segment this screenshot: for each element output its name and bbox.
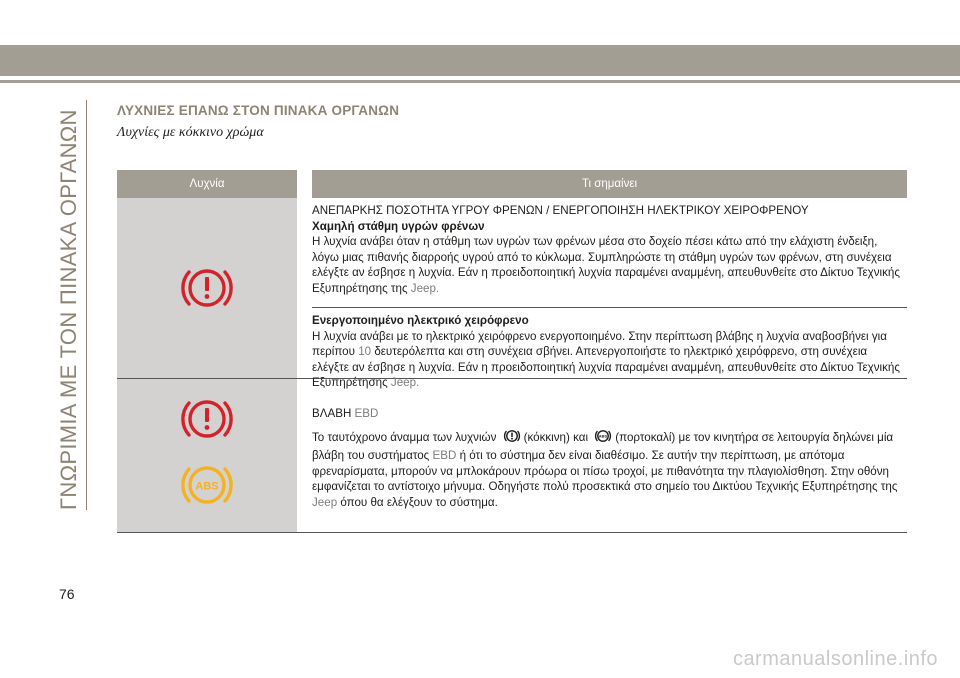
abs-icon-label: ABS [599, 433, 608, 439]
ebd-label: EBD [432, 449, 457, 463]
block-text-body: Η λυχνία ανάβει με το ηλεκτρικό χειρόφρενο ενεργοποιημένο. Στην περίπτωση βλάβης η λυχνία αναβοσβήνει για περίπου [312, 329, 887, 359]
block-text [312, 234, 907, 296]
cell-gap [297, 379, 312, 532]
block-text-body: Η λυχνία ανάβει όταν η στάθμη των υγρών των φρένων μέσα στο δοχείο πέσει κάτω από την ελάχιστη ένδειξη, λόγω μιας πιθανής διαρροής υγρού από το κύκλωμα. Συμπληρώστε τη στάθμη υγρών των φρένων, στη συνέχεια ελέγξτε αν έσβησε η λυχνία. Εάν η προειδοποιητική λυχνία παραμένει αναμμένη, απευθυνθείτε στο Δίκτυο Τεχνικής Εξυπηρέτησης της [312, 235, 900, 295]
block-text-body: (κόκκινη) και [523, 430, 589, 444]
abs-icon-label: ABS [195, 480, 219, 493]
lamp-cell [117, 379, 297, 532]
side-chapter-title: ΓΝΩΡΙΜΙΑ ΜΕ ΤΟΝ ΠΙΝΑΚΑ ΟΡΓΑΝΩΝ [56, 109, 81, 510]
brake-warning-icon [177, 393, 237, 450]
abs-warning-icon [593, 428, 613, 449]
heading-text: ΒΛΑΒΗ [312, 407, 355, 420]
block-heading: ΑΝΕΠΑΡΚΗΣ ΠΟΣΟΤΗΤΑ ΥΓΡΟΥ ΦΡΕΝΩΝ / ΕΝΕΡΓΟΠΟΙΗΣΗ ΗΛΕΚΤΡΙΚΟΥ ΧΕΙΡΟΦΡΕΝΟΥ [312, 204, 809, 217]
top-decor-line [0, 80, 960, 83]
abs-warning-icon [177, 459, 237, 516]
top-decor-bar [0, 45, 960, 76]
block-text [312, 428, 907, 511]
meaning-cell [312, 379, 907, 532]
watermark: carmanualsonline.info [732, 648, 938, 670]
lamp-cell [117, 198, 297, 378]
brand-name: Jeep [312, 495, 338, 509]
block-heading [312, 406, 907, 422]
header-separator [297, 170, 312, 198]
cell-gap [297, 198, 312, 378]
block-subheading: Χαμηλή στάθμη υγρών φρένων [312, 219, 485, 233]
page-number: 76 [59, 586, 75, 602]
fluid-level-block [312, 203, 907, 303]
table-row [117, 198, 907, 390]
side-divider [86, 100, 87, 510]
section-title: ΛΥΧΝΙΕΣ ΕΠΑΝΩ ΣΤΟΝ ΠΙΝΑΚΑ ΟΡΓΑΝΩΝ [117, 103, 400, 118]
block-text-body: όπου θα ελέγξουν το σύστημα. [337, 495, 498, 509]
meaning-cell [312, 198, 907, 390]
section-subtitle: Λυχνίες με κόκκινο χρώμα [117, 125, 264, 140]
brand-name: Jeep. [390, 376, 420, 390]
block-text-body: Το ταυτόχρονο άναμμα των λυχνιών [312, 430, 497, 444]
seconds-value: 10 [358, 345, 372, 359]
table-header [117, 170, 907, 198]
brand-name: Jeep. [410, 281, 440, 295]
header-meaning: Τι σημαίνει [581, 178, 638, 190]
brake-warning-icon [502, 428, 522, 449]
brake-warning-icon [177, 262, 237, 319]
ebd-label: EBD [354, 407, 379, 420]
block-text-body: ή ότι το σύστημα δεν είναι διαθέσιμο. Σε αυτήν την περίπτωση, με απότομα φρεναρίσματα, μπορούν να μπλοκάρουν πρόωρα οι πίσω τροχοί, με πιθανότητα την πλαγιολίσθηση. Στην οθόνη εμφανίζεται το αντίστοιχο μήνυμα. Οδηγήστε πολύ προσεκτικά στο σημείο του Δικτύου Τεχνικής Εξυπηρέτησης της [312, 449, 898, 494]
block-subheading: Ενεργοποιημένο ηλεκτρικό χειρόφρενο [312, 314, 529, 327]
block-text-body: (πορτοκαλί) με τον κινητήρα σε λειτουργία δηλώνει μία βλάβη του συστήματος [312, 430, 894, 463]
header-lamp: Λυχνία [189, 178, 225, 190]
warning-lights-table [117, 170, 907, 533]
table-row [117, 379, 907, 533]
block-text-body: δευτερόλεπτα και στη συνέχεια σβήνει. Απενεργοποιήστε το ηλεκτρικό χειρόφρενο, στη συνέχεια ελέγξτε αν έσβησε η λυχνία. Εάν η προειδοποιητική λυχνία παραμένει αναμμένη, απευθυνθείτε στο Δίκτυο Τεχνικής Εξυπηρέτησης [312, 345, 900, 390]
